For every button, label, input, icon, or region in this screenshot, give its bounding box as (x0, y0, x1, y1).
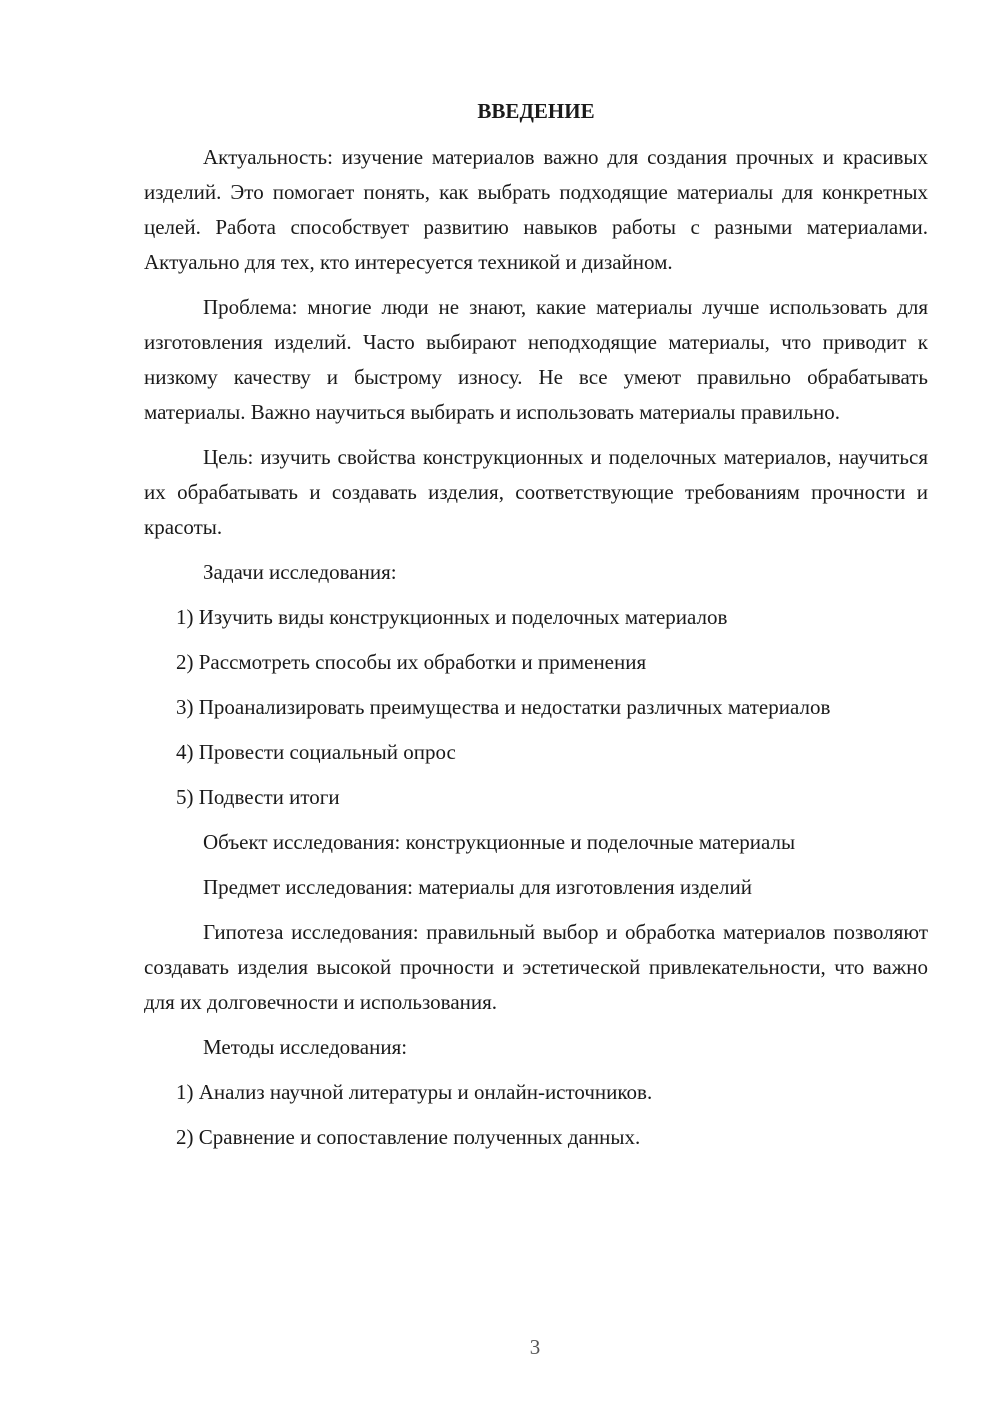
hypothesis-paragraph: Гипотеза исследования: правильный выбор и обработка материалов позволяют создавать изделия высокой прочности и эстетической привлекательности, что важно для их долговечности и использования. (144, 920, 928, 1014)
method-item: 2) Сравнение и сопоставление полученных данных. (176, 1125, 641, 1149)
method-item: 1) Анализ научной литературы и онлайн-источников. (176, 1080, 653, 1104)
tasks-heading: Задачи исследования: (203, 560, 397, 584)
task-item: 1) Изучить виды конструкционных и поделочных материалов (176, 605, 728, 629)
goal-paragraph: Цель: изучить свойства конструкционных и поделочных материалов, научиться их обрабатывать и создавать изделия, соответствующие требованиям прочности и красоты. (144, 445, 928, 539)
page-content (144, 94, 928, 1165)
research-object: Объект исследования: конструкционные и поделочные материалы (203, 830, 796, 854)
task-item: 4) Провести социальный опрос (176, 740, 456, 764)
relevance-paragraph: Актуальность: изучение материалов важно для создания прочных и красивых изделий. Это помогает понять, как выбрать подходящие материалы для конкретных целей. Работа способствует развитию навыков работы с разными материалами. Актуально для тех, кто интересуется техникой и дизайном. (144, 145, 928, 274)
research-subject: Предмет исследования: материалы для изготовления изделий (203, 875, 752, 899)
page-number: 3 (529, 1335, 541, 1359)
methods-heading: Методы исследования: (203, 1035, 408, 1059)
problem-paragraph: Проблема: многие люди не знают, какие материалы лучше использовать для изготовления изделий. Часто выбирают неподходящие материалы, что приводит к низкому качеству и быстрому износу. Не все умеют правильно обрабатывать материалы. Важно научиться выбирать и использовать материалы правильно. (144, 295, 928, 424)
task-item: 2) Рассмотреть способы их обработки и применения (176, 650, 647, 674)
task-item: 5) Подвести итоги (176, 785, 340, 809)
section-title: ВВЕДЕНИЕ (477, 99, 595, 123)
task-item: 3) Проанализировать преимущества и недостатки различных материалов (176, 695, 831, 719)
